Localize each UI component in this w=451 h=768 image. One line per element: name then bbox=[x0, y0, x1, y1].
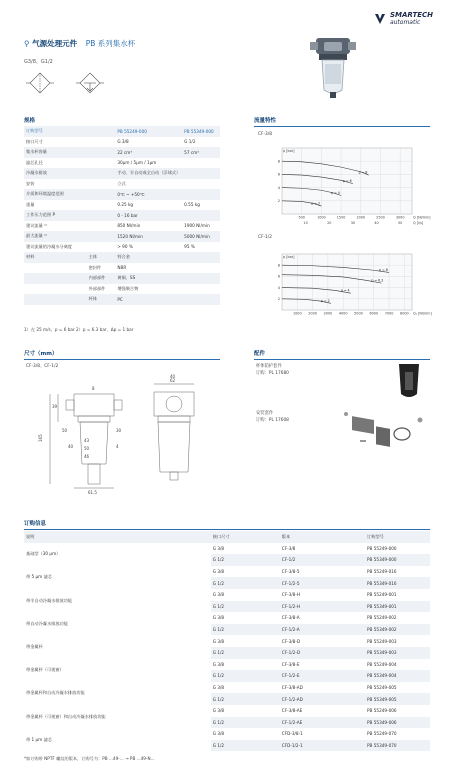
flow-heading-text: 流量特性 bbox=[254, 118, 277, 124]
y-tick-label: 8 bbox=[277, 159, 280, 164]
x-tick-label: 7000 bbox=[384, 311, 394, 316]
acc-item1-code: 订购：PL 17680 bbox=[256, 371, 289, 376]
y-tick-label: 4 bbox=[277, 185, 280, 190]
spec-row bbox=[24, 189, 220, 200]
order-version: CF-1/2-5 bbox=[280, 577, 365, 589]
plot-area bbox=[282, 254, 412, 310]
spec-heading-text: 规格 bbox=[24, 118, 36, 124]
spec-value: 22 cm³ bbox=[115, 147, 182, 158]
x-tick-label: 3000 bbox=[395, 215, 405, 220]
acc-item1 bbox=[256, 363, 289, 377]
order-version: CF-1/2-AE bbox=[280, 717, 365, 729]
x-tick-label: 6000 bbox=[369, 311, 379, 316]
spec-row bbox=[24, 294, 220, 305]
x2-tick-label: 10 bbox=[303, 221, 308, 225]
order-code: PB 55349-006 bbox=[365, 717, 430, 729]
dim-label: 46 bbox=[84, 454, 90, 459]
order-code: PB 55249-016 bbox=[367, 569, 397, 575]
order-desc: 基础型（30 μm） bbox=[24, 543, 211, 566]
order-version: CF-1/2-H bbox=[280, 601, 365, 613]
spec-label: 重量 bbox=[26, 201, 35, 207]
order-footnote: *如订购带 NPTF 螺纹的版本，订购号为：PB ...49-... → PB ...49-N... bbox=[24, 756, 155, 761]
order-version: CF-3/8-AD bbox=[281, 685, 303, 691]
order-header-cell: 说明 bbox=[24, 531, 211, 543]
flow-heading bbox=[254, 116, 430, 127]
x-axis-label: Q [Nl/min] bbox=[413, 215, 431, 220]
order-version: CF-3/8 bbox=[281, 545, 296, 551]
x-tick-label: 4000 bbox=[338, 311, 348, 316]
x-tick-label: 2000 bbox=[356, 215, 366, 220]
order-code: PB 55349-005 bbox=[365, 693, 430, 705]
spec-value: 0.55 kg bbox=[184, 202, 200, 208]
series-label: p = 6 bbox=[342, 179, 352, 184]
order-port: G 1/2 bbox=[211, 717, 280, 729]
table-row bbox=[24, 589, 430, 601]
x-tick-label: 1500 bbox=[336, 215, 346, 220]
spec-value: 立式 bbox=[117, 180, 126, 186]
table-row bbox=[24, 612, 430, 624]
order-code: PB 55249-000 bbox=[367, 545, 397, 551]
order-version: CF-3/8-H bbox=[281, 592, 301, 598]
spec-label: 介质和环境温度范围 bbox=[24, 189, 87, 200]
spec-value: PB 55249-000 bbox=[115, 126, 182, 137]
x-tick-label: 1000 bbox=[292, 311, 302, 316]
spec-row bbox=[24, 273, 220, 284]
y-axis-label: p [bar] bbox=[283, 149, 295, 153]
title-text: 气源处理元件 bbox=[32, 39, 78, 48]
spec-row bbox=[24, 126, 220, 137]
spec-row bbox=[24, 221, 220, 232]
spec-value bbox=[182, 284, 220, 295]
x-tick-label: 2500 bbox=[376, 215, 385, 220]
order-code: PB 55349-070 bbox=[365, 740, 430, 752]
spec-row bbox=[24, 242, 220, 253]
spec-value: 黄铜、SS bbox=[115, 273, 182, 284]
spec-row bbox=[24, 168, 220, 179]
spec-label: 材料 bbox=[24, 252, 87, 263]
spec-table bbox=[24, 126, 220, 305]
spec-sublabel bbox=[87, 242, 116, 253]
spec-value: PB 55349-000 bbox=[182, 126, 220, 137]
order-port: G 3/8 bbox=[212, 592, 225, 598]
spec-value: 30μm / 5μm / 1μm bbox=[117, 160, 157, 166]
product-image bbox=[310, 36, 356, 102]
order-port: G 1/2 bbox=[211, 740, 280, 752]
table-row bbox=[24, 659, 430, 671]
spec-value: 手动、半自动或全自动（浮球式） bbox=[115, 168, 182, 179]
spec-value: 锌合金 bbox=[115, 252, 182, 263]
port-sizes: G3/8、G1/2 bbox=[24, 59, 53, 65]
dim-label: 4 bbox=[116, 444, 119, 449]
spec-value: > 90 % bbox=[117, 244, 133, 250]
spec-value: 0 - 16 bar bbox=[115, 210, 182, 221]
acc-item2-code: 订购：PL 17608 bbox=[256, 418, 289, 423]
series-label: p = 8 bbox=[358, 170, 368, 175]
order-code: PB 55249-070 bbox=[367, 731, 397, 737]
y-tick-label: 2 bbox=[277, 199, 280, 204]
y-tick-label: 2 bbox=[277, 297, 280, 302]
filter-symbol-icon bbox=[26, 73, 54, 93]
spec-value: G 1/2 bbox=[184, 139, 196, 145]
brand-mark-icon bbox=[373, 12, 387, 26]
order-code: PB 55249-005 bbox=[367, 685, 397, 691]
x2-tick-label: 50 bbox=[398, 221, 403, 225]
order-desc: 带 5 μm 滤芯 bbox=[24, 566, 211, 589]
x2-tick-label: 30 bbox=[350, 221, 356, 225]
spec-row bbox=[24, 200, 220, 211]
spec-sublabel bbox=[87, 189, 116, 200]
symbol-diagrams bbox=[26, 70, 116, 100]
order-desc: 带 1 μm 滤芯 bbox=[24, 728, 211, 751]
order-version: CFD-1/2-1 bbox=[280, 740, 365, 752]
spec-value bbox=[182, 273, 220, 284]
spec-label bbox=[24, 294, 87, 305]
spec-sublabel: 杯体 bbox=[87, 294, 116, 305]
y-tick-label: 6 bbox=[277, 172, 280, 177]
spec-label: 滤芯孔径 bbox=[26, 159, 43, 165]
spec-value: PC bbox=[115, 294, 182, 305]
order-port: G 1/2 bbox=[211, 670, 280, 682]
spec-sublabel bbox=[87, 147, 116, 158]
spec-label: 建议流量 ¹⁾ bbox=[26, 222, 47, 228]
order-port: G 3/8 bbox=[212, 731, 225, 737]
chart2-caption: CF-1/2 bbox=[258, 235, 272, 240]
spec-table-wrap bbox=[24, 126, 220, 305]
spec-row bbox=[24, 231, 220, 242]
order-table bbox=[24, 531, 430, 751]
spec-label: 安装 bbox=[26, 180, 35, 186]
flow-chart-3-8 bbox=[268, 142, 431, 232]
order-version: CF-1/2-A bbox=[280, 624, 365, 636]
order-port: G 3/8 bbox=[212, 545, 225, 551]
order-version: CF-1/2-AD bbox=[280, 693, 365, 705]
spec-value bbox=[182, 252, 220, 263]
spec-label: 集水杯容量 bbox=[24, 147, 87, 158]
order-port: G 1/2 bbox=[211, 554, 280, 566]
spec-row bbox=[24, 147, 220, 158]
order-desc: 带金属杯（可视窗）和自动冷凝水排放功能 bbox=[24, 705, 211, 728]
spec-row bbox=[24, 284, 220, 295]
order-heading bbox=[24, 519, 430, 530]
order-code: PB 55249-001 bbox=[367, 592, 397, 598]
order-header-cell: 订购型号 bbox=[365, 531, 430, 543]
spec-row bbox=[24, 210, 220, 221]
spec-label: 最大流量 ²⁾ bbox=[24, 231, 87, 242]
order-desc: 带金属杯 bbox=[24, 635, 211, 658]
mounting-kit-image bbox=[340, 404, 430, 454]
flow-chart-1-2 bbox=[268, 248, 432, 320]
order-header-cell: 版本 bbox=[280, 531, 365, 543]
order-port: G 3/8 bbox=[212, 615, 225, 621]
order-version: CF-1/2-E bbox=[280, 670, 365, 682]
spec-label bbox=[24, 273, 87, 284]
acc-item1-name: 杯体防护套件 bbox=[256, 364, 282, 369]
spec-label: 工作压力范围 P bbox=[24, 210, 87, 221]
order-port: G 1/2 bbox=[211, 624, 280, 636]
dim-label: 50 bbox=[62, 428, 68, 433]
order-port: G 3/8 bbox=[212, 708, 225, 714]
spec-sublabel bbox=[87, 126, 116, 137]
order-code: PB 55349-004 bbox=[365, 670, 430, 682]
y-tick-label: 8 bbox=[277, 263, 280, 268]
series-label: p = 6.3 bbox=[371, 278, 384, 283]
x-tick-label: 2000 bbox=[308, 311, 317, 316]
drain-symbol-icon bbox=[76, 73, 104, 93]
spec-value bbox=[182, 168, 220, 179]
spec-sublabel bbox=[87, 200, 116, 211]
spec-sublabel bbox=[87, 158, 116, 169]
spec-label bbox=[24, 284, 87, 295]
x2-axis-label: Q [l/s] bbox=[413, 221, 424, 225]
filter-cup-icon: ⚲ bbox=[24, 39, 30, 48]
table-row bbox=[24, 566, 430, 578]
dim-label: 40 bbox=[68, 444, 74, 449]
series-label: p = 2 bbox=[311, 201, 321, 206]
spec-value: NBR bbox=[117, 265, 127, 271]
dim-label: 30 bbox=[116, 428, 122, 433]
order-code: PB 55249-006 bbox=[367, 708, 397, 714]
page-title bbox=[24, 38, 135, 49]
spec-row bbox=[24, 137, 220, 148]
chart1-caption: CF-3/8 bbox=[258, 132, 272, 137]
dim-label: 50 bbox=[84, 446, 90, 451]
series-label: p = 2 bbox=[320, 298, 330, 303]
dims-heading-text: 尺寸（mm） bbox=[24, 351, 58, 357]
table-row bbox=[24, 543, 430, 555]
spec-row bbox=[24, 263, 220, 274]
spec-value: G 3/8 bbox=[117, 139, 129, 145]
order-code: PB 55249-003 bbox=[367, 638, 397, 644]
spec-sublabel bbox=[87, 168, 116, 179]
dim-label: 43 bbox=[84, 438, 90, 443]
spec-sublabel bbox=[87, 210, 116, 221]
spec-label: 订购型号 bbox=[24, 126, 87, 137]
order-desc: 带金属杯和自动冷凝水排放功能 bbox=[24, 682, 211, 705]
dim-label: 62 bbox=[170, 378, 176, 383]
spec-value bbox=[182, 263, 220, 274]
order-code: PB 55349-016 bbox=[365, 577, 430, 589]
spec-value: 增强聚合物 bbox=[117, 285, 139, 291]
spec-value bbox=[182, 210, 220, 221]
spec-value bbox=[182, 189, 220, 200]
order-port: G 1/2 bbox=[211, 647, 280, 659]
cup-guard-image bbox=[396, 362, 422, 402]
order-desc: 带金属杯（可视窗） bbox=[24, 659, 211, 682]
order-port: G 3/8 bbox=[212, 569, 225, 575]
order-code: PB 55349-003 bbox=[365, 647, 430, 659]
spec-label: 建议流量的冷凝水分离度 bbox=[26, 243, 73, 249]
y-tick-label: 6 bbox=[277, 274, 280, 279]
title-subtitle: PB 系列集水杯 bbox=[85, 39, 136, 48]
order-header-cell: 接口尺寸 bbox=[211, 531, 280, 543]
brand-line2: automatic bbox=[389, 19, 421, 26]
order-desc: 带自动冷凝水排放功能 bbox=[24, 612, 211, 635]
dims-caption: CF-3/8、CF-1/2 bbox=[26, 364, 59, 369]
x2-tick-label: 40 bbox=[374, 221, 379, 225]
spec-label: 冷凝水排放 bbox=[24, 168, 87, 179]
order-version: CF-3/8-E bbox=[281, 661, 300, 667]
dim-label: 8 bbox=[92, 386, 95, 391]
order-version: CF-3/8-D bbox=[281, 638, 301, 644]
spec-value: 5000 Nl/min bbox=[182, 231, 220, 242]
spec-note: 1）在 25 m/s，p = 6 bar 2）p = 6.3 bar，Δp = 1 bar bbox=[24, 327, 134, 332]
table-row bbox=[24, 705, 430, 717]
order-table-wrap bbox=[24, 531, 430, 751]
order-header-row bbox=[24, 531, 430, 543]
acc-item2-name: 安装套件 bbox=[256, 411, 274, 416]
table-row bbox=[24, 682, 430, 694]
spec-value: 0.25 kg bbox=[117, 202, 134, 208]
x-tick-label: 3000 bbox=[323, 311, 333, 316]
dim-label: 165 bbox=[38, 434, 43, 442]
x-tick-label: 500 bbox=[298, 215, 305, 220]
order-port: G 1/2 bbox=[211, 577, 280, 589]
spec-label: 接口尺寸 bbox=[26, 138, 43, 144]
order-version: CF-3/8-5 bbox=[281, 569, 300, 575]
spec-value bbox=[182, 179, 220, 190]
y-tick-label: 4 bbox=[277, 285, 280, 290]
spec-value: 0℃ ~ +50℃ bbox=[115, 189, 182, 200]
table-row bbox=[24, 728, 430, 740]
acc-item2 bbox=[256, 410, 289, 424]
order-code: PB 55349-002 bbox=[365, 624, 430, 636]
brand-line1: SMARTECH bbox=[389, 11, 433, 19]
order-heading-text: 订购信息 bbox=[24, 521, 47, 527]
spec-value: 850 Nl/min bbox=[117, 223, 141, 229]
order-version: CF-3/8-AE bbox=[281, 708, 303, 714]
y-axis-label: p [bar] bbox=[283, 255, 295, 259]
series-label: p = 8 bbox=[379, 267, 388, 272]
spec-sublabel: 密封件 bbox=[88, 264, 102, 270]
spec-sublabel: 主体 bbox=[87, 252, 116, 263]
spec-value: 1520 Nl/min bbox=[115, 231, 182, 242]
x-tick-label: 5000 bbox=[354, 311, 363, 316]
spec-sublabel bbox=[87, 231, 116, 242]
dim-label: 39 bbox=[52, 404, 58, 409]
dims-heading bbox=[24, 349, 220, 360]
spec-sublabel bbox=[87, 221, 116, 232]
table-row bbox=[24, 635, 430, 647]
spec-sublabel: 内部部件 bbox=[87, 273, 116, 284]
spec-value bbox=[182, 294, 220, 305]
order-code: PB 55349-001 bbox=[365, 601, 430, 613]
order-version: CF-1/2 bbox=[280, 554, 365, 566]
order-code: PB 55249-004 bbox=[367, 661, 397, 667]
spec-sublabel bbox=[87, 179, 116, 190]
order-port: G 3/8 bbox=[212, 638, 225, 644]
dim-label: 40 bbox=[170, 374, 176, 379]
order-code: PB 55349-000 bbox=[365, 554, 430, 566]
spec-sublabel bbox=[87, 137, 116, 148]
order-port: G 1/2 bbox=[211, 693, 280, 705]
order-port: G 1/2 bbox=[211, 601, 280, 613]
order-code: PB 55249-002 bbox=[367, 615, 397, 621]
spec-sublabel: 外部部件 bbox=[88, 285, 106, 291]
x-tick-label: 1000 bbox=[317, 215, 326, 220]
x2-tick-label: 20 bbox=[327, 221, 332, 225]
series-label: p = 4 bbox=[331, 191, 340, 196]
order-port: G 3/8 bbox=[212, 685, 225, 691]
spec-value: 1900 Nl/min bbox=[184, 223, 210, 229]
spec-row bbox=[24, 179, 220, 190]
order-version: CF-3/8-A bbox=[281, 615, 300, 621]
x-axis-label: Q₁ [Nl/min] bbox=[413, 311, 432, 316]
spec-row bbox=[24, 252, 220, 263]
spec-value: 57 cm³ bbox=[182, 147, 220, 158]
order-port: G 3/8 bbox=[212, 661, 225, 667]
spec-label bbox=[24, 263, 87, 274]
brand-logo bbox=[390, 12, 433, 26]
order-version: CF-1/2-D bbox=[280, 647, 365, 659]
series-label: p = 4 bbox=[340, 288, 350, 293]
acc-heading bbox=[254, 349, 430, 360]
x-tick-label: 8000 bbox=[400, 311, 409, 316]
acc-heading-text: 配件 bbox=[254, 351, 266, 357]
spec-value bbox=[182, 158, 220, 169]
order-version: CFD-3/8-1 bbox=[281, 731, 303, 737]
dimension-drawing bbox=[30, 372, 220, 502]
spec-row bbox=[24, 158, 220, 169]
spec-value: 95 % bbox=[184, 244, 195, 250]
order-desc: 带半自动冷凝水排放功能 bbox=[24, 589, 211, 612]
dim-label: 61.5 bbox=[88, 490, 97, 495]
